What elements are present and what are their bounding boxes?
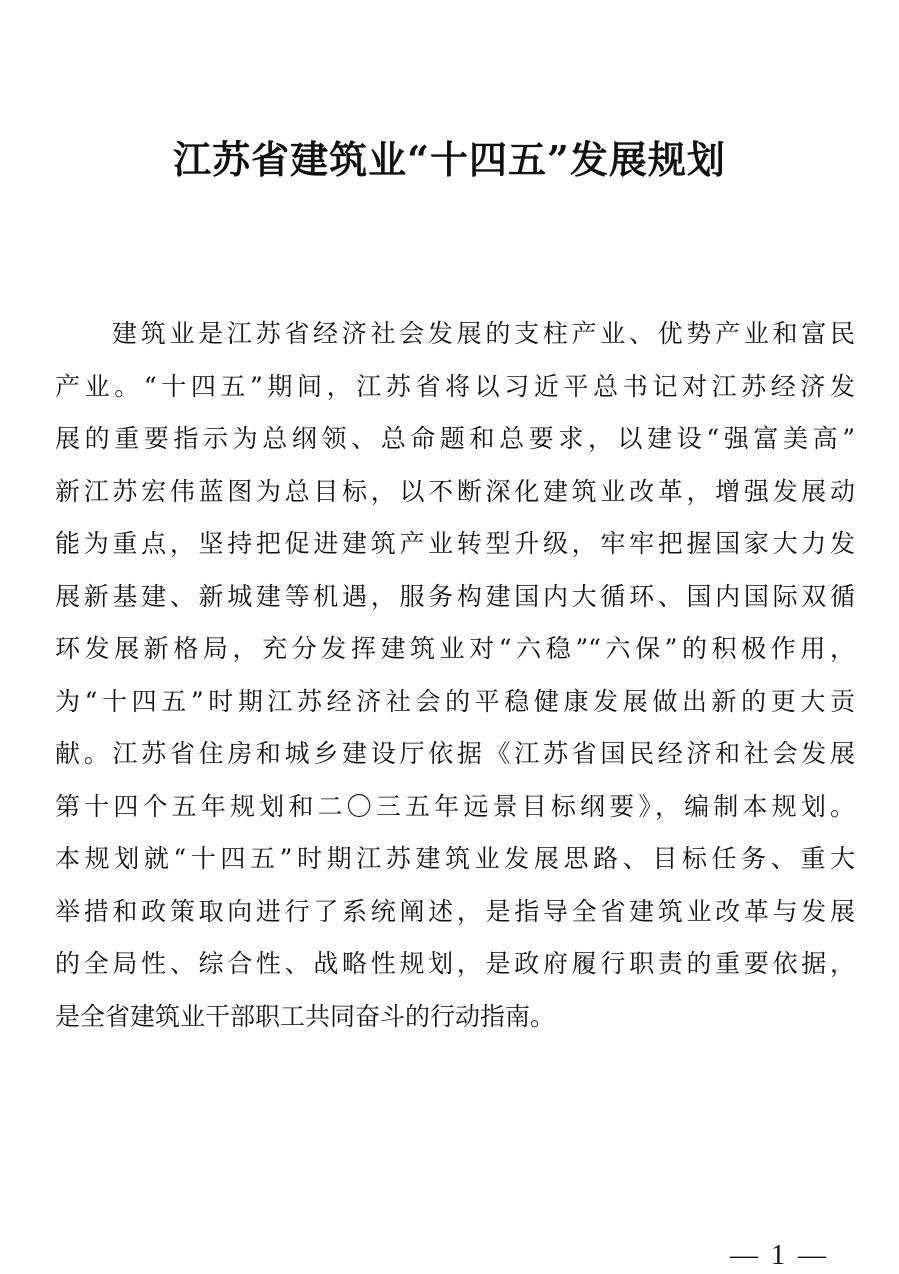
paragraph-line-14: 是全省建筑业干部职工共同奋斗的行动指南。 bbox=[55, 1001, 556, 1031]
paragraph-line-5: 能为重点，坚持把促进建筑产业转型升级，牢牢把握国家大力发 bbox=[55, 529, 855, 558]
page-number: — 1 — bbox=[730, 1240, 829, 1271]
paragraph-line-11: 本规划就“十四五”时期江苏建筑业发展思路、目标任务、重大 bbox=[55, 844, 855, 873]
paragraph-line-9: 献。江苏省住房和城乡建设厅依据《江苏省国民经济和社会发展 bbox=[55, 739, 855, 768]
paragraph-line-7: 环发展新格局，充分发挥建筑业对“六稳”“六保”的积极作用， bbox=[55, 634, 855, 663]
paragraph-line-1: 建筑业是江苏省经济社会发展的支柱产业、优势产业和富民 bbox=[112, 319, 855, 348]
paragraph-line-2: 产业。“十四五”期间，江苏省将以习近平总书记对江苏经济发 bbox=[55, 371, 855, 401]
document-title: 江苏省建筑业“十四五”发展规划 bbox=[173, 137, 726, 182]
paragraph-line-3: 展的重要指示为总纲领、总命题和总要求，以建设“强富美高” bbox=[55, 424, 855, 453]
paragraph-line-12: 举措和政策取向进行了系统阐述，是指导全省建筑业改革与发展 bbox=[55, 896, 855, 926]
paragraph-line-4: 新江苏宏伟蓝图为总目标，以不断深化建筑业改革，增强发展动 bbox=[55, 476, 855, 506]
paragraph-line-10: 第十四个五年规划和二〇三五年远景目标纲要》，编制本规划。 bbox=[55, 791, 855, 821]
paragraph-line-8: 为“十四五”时期江苏经济社会的平稳健康发展做出新的更大贡 bbox=[55, 686, 855, 716]
paragraph-line-13: 的全局性、综合性、战略性规划，是政府履行职责的重要依据， bbox=[55, 949, 855, 978]
paragraph-line-6: 展新基建、新城建等机遇，服务构建国内大循环、国内国际双循 bbox=[55, 581, 855, 611]
body-paragraph bbox=[55, 308, 855, 1043]
